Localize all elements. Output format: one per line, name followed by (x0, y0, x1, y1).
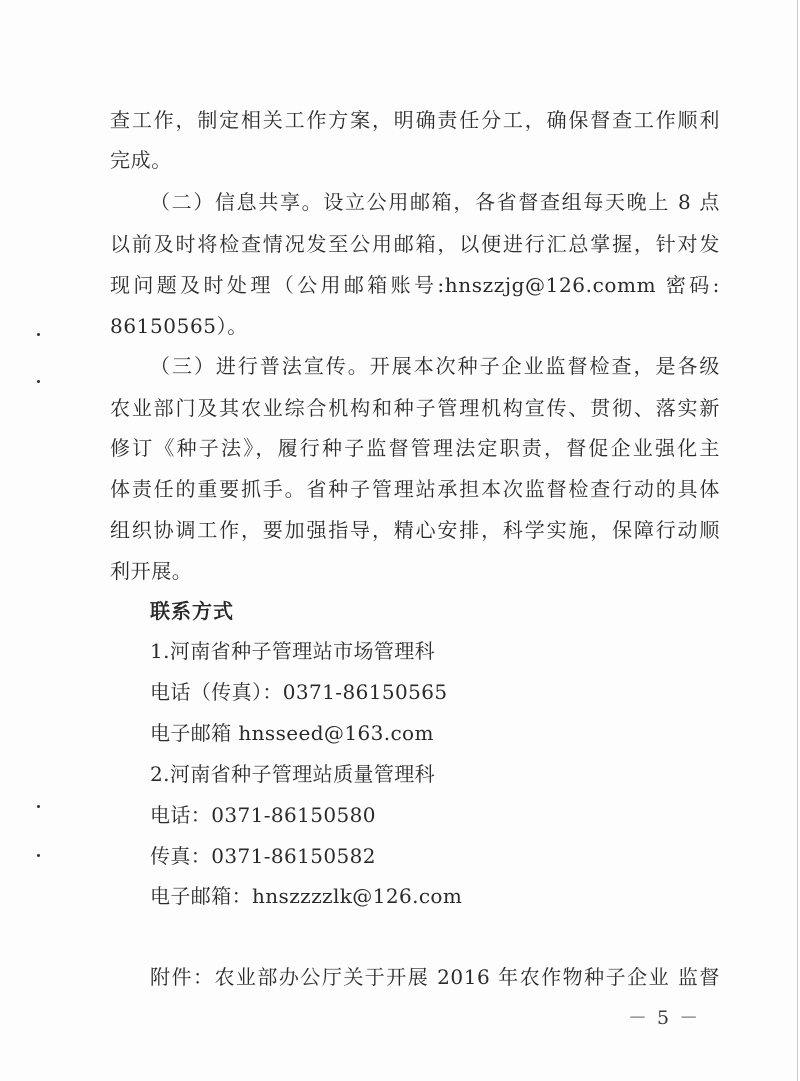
paragraph-line: 86150565）。 (110, 314, 248, 338)
paragraph-line: 查工作，制定相关工作方案，明确责任分工，确保督查工作顺利 (110, 108, 720, 132)
paragraph-line: 修订《种子法》，履行种子监督管理法定职责，督促企业强化主 (110, 436, 720, 460)
scan-edge-line (797, 0, 798, 1081)
paragraph-line: （二）信息共享。设立公用邮箱，各省督查组每天晚上 8 点 (150, 190, 720, 214)
contact-email-1: 电子邮箱 hnsseed@163.com (150, 721, 434, 745)
contact-heading: 联系方式 (150, 599, 234, 623)
paragraph-line: （三）进行普法宣传。开展本次种子企业监督检查，是各级 (150, 354, 720, 378)
margin-dot (37, 333, 40, 336)
paragraph-line: 利开展。 (110, 559, 193, 583)
paragraph-line: 现问题及时处理（公用邮箱账号:hnszzjg@126.comm 密码: (110, 273, 720, 297)
paragraph-line: 体责任的重要抓手。省种子管理站承担本次监督检查行动的具体 (110, 477, 720, 501)
page-number: － 5 － (628, 1007, 701, 1029)
paragraph-line: 完成。 (110, 148, 172, 172)
margin-dot (37, 854, 40, 857)
paragraph-line: 组织协调工作，要加强指导，精心安排，科学实施，保障行动顺 (110, 518, 720, 542)
margin-dot (37, 380, 40, 383)
attachment-line: 附件：农业部办公厅关于开展 2016 年农作物种子企业 监督 (150, 965, 720, 989)
contact-phone-2: 电话：0371-86150580 (150, 803, 376, 827)
paragraph-line: 农业部门及其农业综合机构和种子管理机构宣传、贯彻、落实新 (110, 396, 720, 420)
contact-org-1: 1.河南省种子管理站市场管理科 (150, 639, 436, 663)
contact-email-2: 电子邮箱：hnszzzzlk@126.com (150, 884, 463, 908)
paragraph-line: 以前及时将检查情况发至公用邮箱，以便进行汇总掌握，针对发 (110, 232, 720, 256)
contact-phone-fax-1: 电话（传真）：0371-86150565 (150, 680, 448, 704)
contact-fax-2: 传真：0371-86150582 (150, 844, 376, 868)
contact-org-2: 2.河南省种子管理站质量管理科 (150, 762, 436, 786)
margin-dot (37, 805, 40, 808)
